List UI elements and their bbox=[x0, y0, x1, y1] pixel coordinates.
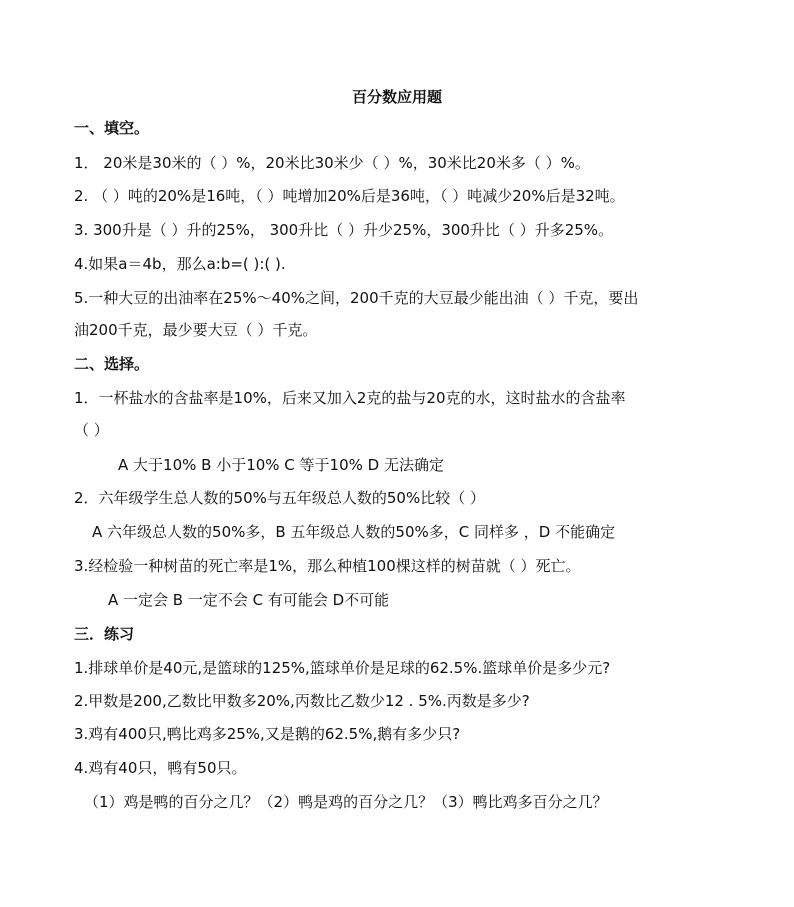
question-2-3-options: A 一定会 B 一定不会 C 有可能会 D不可能 bbox=[108, 591, 390, 609]
question-3-3: 3.鸡有400只,鸭比鸡多25%,又是鹅的62.5%,鹅有多少只? bbox=[74, 725, 461, 743]
question-2-1-options: A 大于10% B 小于10% C 等于10% D 无法确定 bbox=[118, 456, 444, 474]
question-3-4-subquestions: （1）鸡是鸭的百分之几？（2）鸭是鸡的百分之几？（3）鸭比鸡多百分之几？ bbox=[84, 793, 608, 811]
page-title: 百分数应用题 bbox=[351, 88, 442, 106]
question-2-2: 2．六年级学生总人数的50%与五年级总人数的50%比较（ ） bbox=[74, 489, 485, 507]
question-3-2: 2.甲数是200,乙数比甲数多20%,丙数比乙数少12 . 5%.丙数是多少? bbox=[74, 692, 530, 710]
question-1-2: 2. （ ）吨的20%是16吨，（ ）吨增加20%后是36吨，（ ）吨减少20%后是32吨。 bbox=[74, 187, 625, 205]
question-3-4: 4.鸡有40只，鸭有50只。 bbox=[74, 759, 247, 777]
question-1-5: 5.一种大豆的出油率在25%～40%之间，200千克的大豆最少能出油（ ）千克，要出 bbox=[74, 289, 639, 307]
question-2-1: 1．一杯盐水的含盐率是10%，后来又加入2克的盐与20克的水，这时盐水的含盐率 bbox=[74, 389, 626, 407]
question-2-3: 3.经检验一种树苗的死亡率是1%，那么种植100棵这样的树苗就（ ）死亡。 bbox=[74, 557, 581, 575]
question-1-3: 3. 300升是（ ）升的25%， 300升比（ ）升少25%，300升比（ ）升多25%。 bbox=[74, 221, 614, 239]
question-1-1: 1． 20米是30米的（ ）%，20米比30米少（ ）%，30米比20米多（ ）%。 bbox=[74, 154, 590, 172]
question-1-5-continued: 油200千克，最少要大豆（ ）千克。 bbox=[74, 321, 318, 339]
question-3-1: 1.排球单价是40元,是篮球的125%,篮球单价是足球的62.5%.篮球单价是多少元? bbox=[74, 659, 611, 677]
question-2-2-options: A 六年级总人数的50%多，B 五年级总人数的50%多，C 同样多 ，D 不能确定 bbox=[92, 523, 616, 541]
section-practice: 三．练习 bbox=[74, 625, 135, 643]
section-choice: 二、选择。 bbox=[74, 355, 150, 373]
section-fill-blank: 一、填空。 bbox=[74, 119, 150, 137]
question-1-4: 4.如果a＝4b，那么a:b=( ):( ). bbox=[74, 255, 286, 273]
question-2-1-answer-blank: （ ） bbox=[74, 421, 109, 439]
